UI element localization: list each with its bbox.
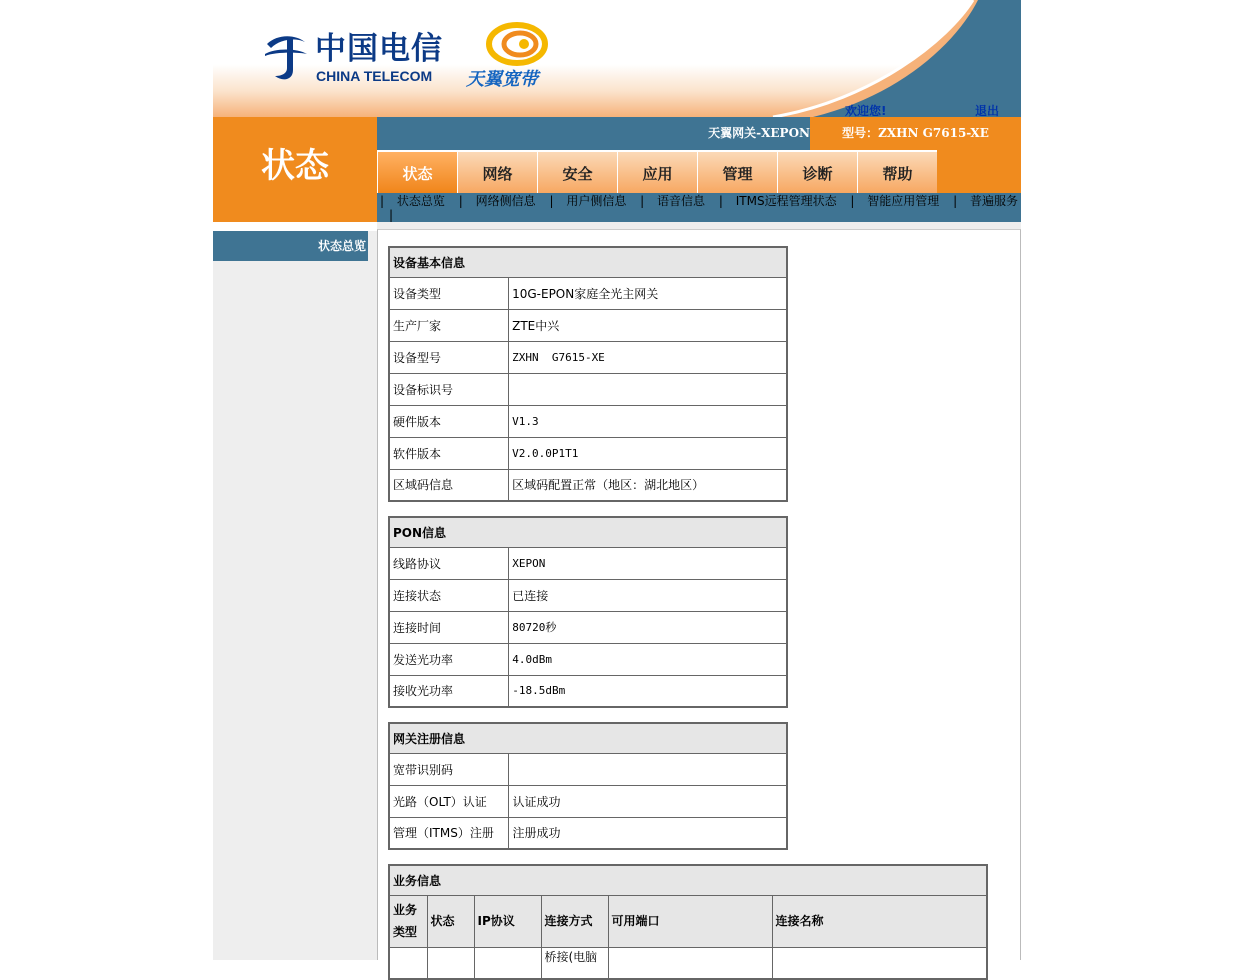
row-label: 线路协议 <box>389 547 509 579</box>
subnav-separator: | <box>389 208 394 222</box>
row-value: -18.5dBm <box>509 675 787 707</box>
subnav-separator: | <box>640 194 645 208</box>
row-value: 4.0dBm <box>509 643 787 675</box>
china-telecom-logo <box>261 30 441 90</box>
tab-network[interactable]: 网络 <box>457 150 537 193</box>
row-value: ZTE中兴 <box>509 309 787 341</box>
row-label: 生产厂家 <box>389 309 509 341</box>
page <box>213 0 1021 964</box>
table-title: 网关注册信息 <box>389 723 787 753</box>
cell-mode: 桥接(电脑 <box>541 947 608 979</box>
cell-ports <box>608 947 772 979</box>
table-row <box>389 405 787 437</box>
table-row <box>389 373 787 405</box>
subnav-separator: | <box>549 194 554 208</box>
column-header: IP协议 <box>474 895 541 947</box>
row-label: 设备标识号 <box>389 373 509 405</box>
table-row <box>389 611 787 643</box>
table-row <box>389 277 787 309</box>
subnav-separator: | <box>380 194 385 208</box>
cell-type <box>389 947 427 979</box>
brand-cn: 中国电信 <box>315 31 443 67</box>
row-label: 管理（ITMS）注册 <box>389 817 509 849</box>
row-label: 软件版本 <box>389 437 509 469</box>
china-telecom-mark-icon <box>261 30 309 82</box>
row-label: 设备型号 <box>389 341 509 373</box>
table-row <box>389 437 787 469</box>
tianyi-swirl-icon <box>484 20 550 66</box>
table-row <box>389 309 787 341</box>
subnav-network-side[interactable]: 网络侧信息 <box>475 194 536 208</box>
subnav-user-side[interactable]: 用户侧信息 <box>566 194 627 208</box>
row-label: 连接状态 <box>389 579 509 611</box>
cell-ip <box>474 947 541 979</box>
cell-status <box>427 947 474 979</box>
row-value: 10G-EPON家庭全光主网关 <box>509 277 787 309</box>
table-row <box>389 947 987 979</box>
table-title: 业务信息 <box>389 865 987 895</box>
row-label: 设备类型 <box>389 277 509 309</box>
row-label: 连接时间 <box>389 611 509 643</box>
table-row <box>389 785 787 817</box>
left-sidebar <box>213 222 377 960</box>
tab-application[interactable]: 应用 <box>617 150 697 193</box>
tab-management[interactable]: 管理 <box>697 150 777 193</box>
subnav-voice[interactable]: 语音信息 <box>657 194 706 208</box>
table-title: PON信息 <box>389 517 787 547</box>
row-value: ZXHN G7615-XE <box>509 341 787 373</box>
row-value: 区域码配置正常（地区：湖北地区） <box>509 469 787 501</box>
row-value: V2.0.0P1T1 <box>509 437 787 469</box>
gateway-registration-table <box>388 722 788 850</box>
row-label: 宽带识别码 <box>389 753 509 785</box>
header-banner <box>213 0 1021 117</box>
tab-security[interactable]: 安全 <box>537 150 617 193</box>
row-label: 硬件版本 <box>389 405 509 437</box>
tianyi-broadband-logo <box>466 20 556 90</box>
table-row <box>389 547 787 579</box>
subnav-separator: | <box>718 194 723 208</box>
column-header: 业务类型 <box>389 895 427 947</box>
tab-diagnostics[interactable]: 诊断 <box>777 150 857 193</box>
table-header-row <box>389 895 987 947</box>
row-label: 光路（OLT）认证 <box>389 785 509 817</box>
row-label: 发送光功率 <box>389 643 509 675</box>
main-nav <box>377 150 937 193</box>
subnav-separator: | <box>850 194 855 208</box>
table-row <box>389 469 787 501</box>
row-value: 已连接 <box>509 579 787 611</box>
subnav-smart-app[interactable]: 智能应用管理 <box>867 194 940 208</box>
column-header: 连接名称 <box>772 895 987 947</box>
subnav-itms-status[interactable]: ITMS远程管理状态 <box>735 194 837 208</box>
section-title-block <box>213 117 377 222</box>
section-title: 状态 <box>261 146 329 186</box>
sidebar-gap <box>213 222 377 231</box>
row-label: 区域码信息 <box>389 469 509 501</box>
row-label: 接收光功率 <box>389 675 509 707</box>
subnav-separator: | <box>458 194 463 208</box>
subnav-status-overview[interactable]: 状态总览 <box>396 194 445 208</box>
table-row <box>389 753 787 785</box>
model-label: 型号：ZXHN G7615-XE <box>842 126 989 140</box>
table-row <box>389 817 787 849</box>
brand-en: CHINA TELECOM <box>316 68 433 84</box>
welcome-text: 欢迎您! <box>845 104 887 117</box>
sidebar-item-status-overview[interactable]: 状态总览 <box>213 231 368 261</box>
subnav-separator: | <box>953 194 958 208</box>
table-row <box>389 341 787 373</box>
row-value: 注册成功 <box>509 817 787 849</box>
tab-help[interactable]: 帮助 <box>857 150 937 193</box>
gateway-title: 天翼网关-XEPON <box>708 126 810 140</box>
column-header: 可用端口 <box>608 895 772 947</box>
business-info-table <box>388 864 988 980</box>
content-top-strip <box>377 222 1021 229</box>
row-value: 80720秒 <box>509 611 787 643</box>
sub-nav <box>377 193 1021 222</box>
cell-name <box>772 947 987 979</box>
logout-link[interactable]: 退出 <box>975 104 1000 117</box>
table-row <box>389 675 787 707</box>
table-title: 设备基本信息 <box>389 247 787 277</box>
row-value: 认证成功 <box>509 785 787 817</box>
tab-status[interactable]: 状态 <box>377 150 457 193</box>
table-row <box>389 579 787 611</box>
row-value: V1.3 <box>509 405 787 437</box>
pon-info-table <box>388 516 788 708</box>
sub-brand: 天翼宽带 <box>466 69 538 90</box>
table-row <box>389 643 787 675</box>
row-value <box>509 373 787 405</box>
subnav-universal-service[interactable]: 普遍服务 <box>970 194 1019 208</box>
row-value <box>509 753 787 785</box>
device-info-table <box>388 246 788 502</box>
column-header: 状态 <box>427 895 474 947</box>
column-header: 连接方式 <box>541 895 608 947</box>
row-value: XEPON <box>509 547 787 579</box>
